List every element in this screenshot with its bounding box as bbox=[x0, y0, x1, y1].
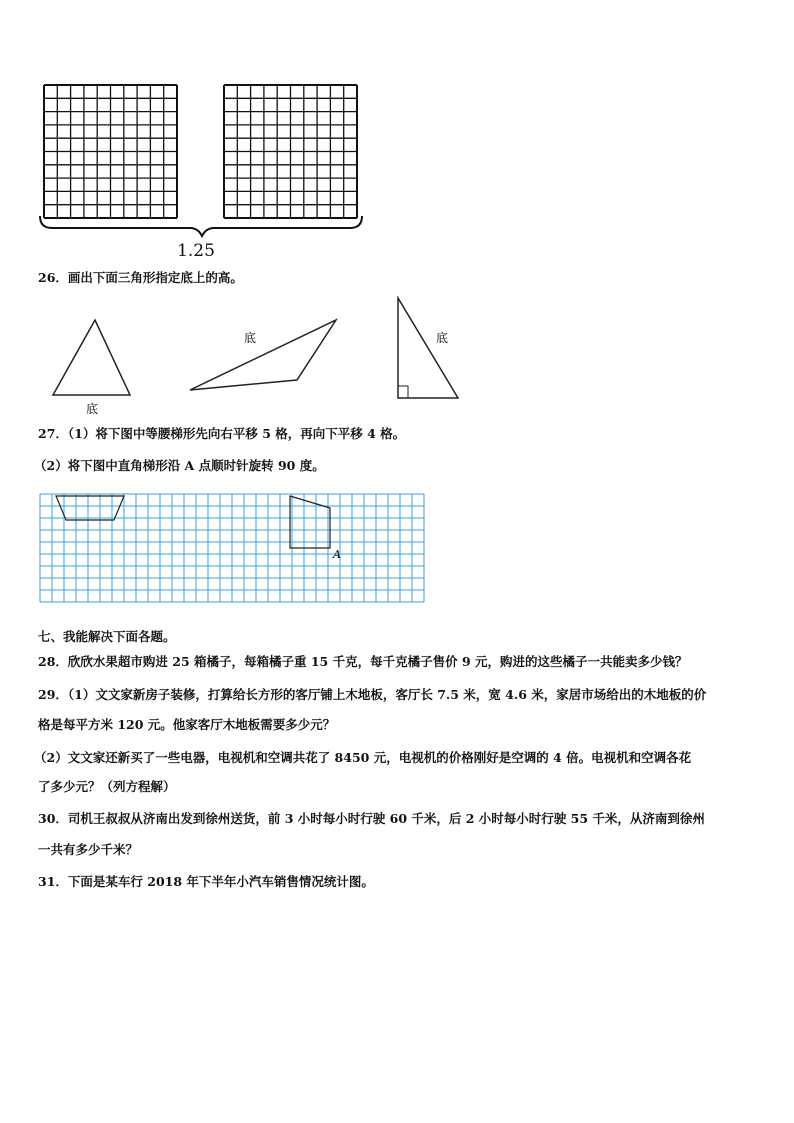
question-30-line2: 一共有多少千米？ bbox=[38, 842, 139, 857]
hundred-grid-right bbox=[224, 85, 357, 218]
triangle-1 bbox=[53, 320, 130, 395]
section-7-heading: 七、我能解决下面各题。 bbox=[38, 629, 176, 644]
right-angle-mark bbox=[398, 386, 408, 398]
question-28: 28．欣欣水果超市购进 25 箱橘子，每箱橘子重 15 千克，每千克橘子售价 9 元，购进的这些橘子一共能卖多少钱？ bbox=[38, 654, 688, 669]
triangle-1-base-label: 底 bbox=[86, 402, 99, 416]
translation-grid-figure bbox=[0, 490, 794, 620]
question-26: 26．画出下面三角形指定底上的高。 bbox=[38, 270, 243, 285]
hundred-grid-left bbox=[44, 85, 177, 218]
question-31: 31．下面是某车行 2018 年下半年小汽车销售情况统计图。 bbox=[38, 874, 374, 889]
question-27-part1: 27．（1）将下图中等腰梯形先向右平移 5 格，再向下平移 4 格。 bbox=[38, 426, 406, 441]
triangles-figure bbox=[0, 290, 794, 420]
right-trapezoid bbox=[290, 496, 330, 548]
question-29-part1-line1: 29．（1）文文家新房子装修，打算给长方形的客厅铺上木地板，客厅长 7.5 米，宽 4.6 米，家居市场给出的木地板的价 bbox=[38, 687, 707, 702]
hundred-grids-figure bbox=[0, 0, 794, 270]
triangle-3 bbox=[398, 298, 458, 398]
question-29-part1-line2: 格是每平方米 120 元。他家客厅木地板需要多少元？ bbox=[38, 717, 336, 732]
brace-label: 1.25 bbox=[177, 241, 215, 261]
question-29-part2-line1: （2）文文家还新买了一些电器，电视机和空调共花了 8450 元，电视机的价格刚好是空调的 4 倍。电视机和空调各花 bbox=[34, 750, 692, 765]
question-30-line1: 30．司机王叔叔从济南出发到徐州送货，前 3 小时每小时行驶 60 千米，后 2 小时每小时行驶 55 千米，从济南到徐州 bbox=[38, 811, 705, 826]
point-a-label: A bbox=[333, 548, 341, 561]
triangle-2-base-label: 底 bbox=[244, 331, 257, 345]
question-29-part2-line2: 了多少元？（列方程解） bbox=[38, 779, 176, 794]
triangle-2 bbox=[190, 320, 336, 390]
question-27-part2: （2）将下图中直角梯形沿 A 点顺时针旋转 90 度。 bbox=[34, 458, 325, 473]
triangle-3-base-label: 底 bbox=[436, 331, 449, 345]
isosceles-trapezoid bbox=[56, 496, 124, 520]
blue-grid bbox=[40, 494, 424, 602]
